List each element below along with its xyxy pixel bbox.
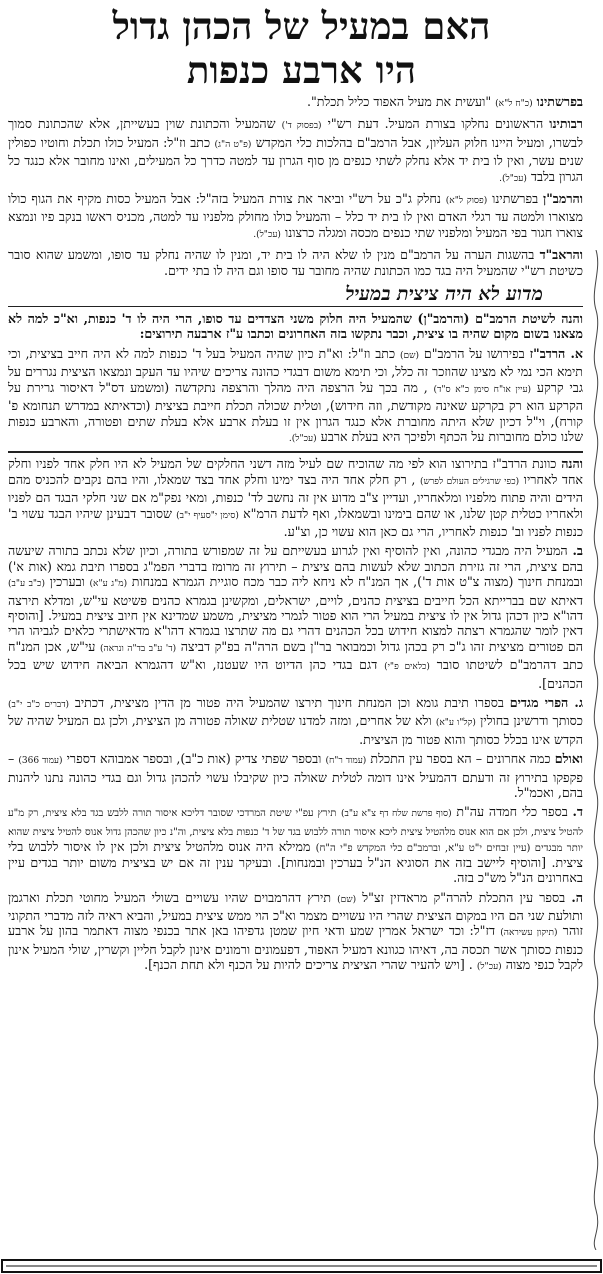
paragraph-text: דגם בגדי כהן הדיוט היו שעטנז, וא"ש דהגמרא הביאה חידוש שיש בכל הכהנים]. [8, 657, 583, 691]
margin-ornament [589, 250, 603, 1250]
paragraph-small-text: תירץ עפ"י שיטת המרדכי שסובר דליכא איסור תורה ללבש בגד בלא ציצית, רק מ"ע להטיל ציצית, ולכן אם הוא אנוס מלהטיל ציצית ליכא איסור תורה ללבוש בגד של ד' כנפות בלא ציצית, וה"נ כיון שהכהן גדול אנוס להטיל ציצית שהוא יותר מבגדים (עיין זבחים י"ט ע"א, וברמב"ם כלי המקדש פ"י ה"ח) [8, 808, 583, 854]
source-ref: (עיין או"ח סימן כ"א ס"ד) [433, 384, 532, 395]
paragraph-text: דז"ל: וכד ישראל אמרין שמע ודאי חיון שמטן גדפיהו באן אתר בכנפי מצוה דאתמר בהון על ארבע כנפות כסותך אשר תכסה בה, דאיהו כגוונא דמעיל האפוד, דפעמונים ורמונים אינון לקבל חליין וקשרין, שולי המעיל אינון לקבל כנפי מצוה [8, 923, 583, 973]
paragraph-text: תירץ דהרמבוים שהיו עשויים בשולי המעיל מחוטי תכלת וארגמן ותולעת שני הם היו במקום הציצית שהרי היו עשויים מצמר וא"כ הוי ממש ציצית במעיל, והביא ראיה לזה מדברי התקוני זוהר [8, 889, 583, 939]
paragraph-text: כמה אחרונים – הא בספר עין התכלת [370, 751, 551, 767]
paragraph-10 [8, 804, 583, 885]
lead-word: ב. [572, 543, 583, 559]
source-ref: (עמוד ר"ח) [325, 756, 367, 767]
lead-word: רבותינו [549, 116, 583, 132]
paragraph-text: עי"ש, אכן המנ"ח כתב דהרמב"ם לשיטתו סובר [8, 638, 583, 673]
paragraph-text: בהשגות הערה על הרמב"ם מנין לו שלא היה לו בית יד, ומנין לו שהיה נחלק עד סופו, ומשמע שהוא סובר כשיטת רש"י שהמעיל היה בגד כמו הכתונת שהיה מחובר עד סופו וגם היה לו בתי ידים. [8, 247, 583, 278]
paragraph-7 [8, 543, 583, 691]
paragraph-8 [8, 695, 583, 747]
paragraph-text: כסותך ודרשינן בחולין [480, 713, 583, 729]
source-ref: (סימן י"סעיף י"ב) [176, 510, 239, 521]
lead-word: והרמב"ן [543, 191, 583, 207]
paragraph-text: בפרשתינו [492, 191, 539, 207]
paragraph-3 [8, 247, 583, 278]
lead-word: והראב"ד [539, 247, 583, 263]
paragraph-4: והנה לשיטת הרמב"ם (והרמב"ן) שהמעיל היה חלוק משני הצדדים עד סופו, הרי היה לו ד' כנפות, וא"כ למה לא מצאנו בשום מקום שהיה בו ציצית, וכבר נתקשו בזה האחרונים וכתבו ע"ז ארבעה תירוצים: [8, 311, 583, 342]
source-ref: (כלאים פ"י) [384, 662, 430, 673]
source-ref: (מ"ג ע"א) [89, 579, 128, 590]
title-line-2: היו ארבע כנפות [186, 48, 417, 92]
source-ref: (עכ"ל). [253, 229, 281, 240]
source-ref: (כ"ב ע"ב) [8, 579, 45, 590]
paragraph-text: כוונת הרדב"ז בתירוצו הוא לפי מה שהוכיח שם לעיל מזה דשני החלקים של המעיל לא היו חלק אחד לפניו וחלק אחד לאחריו [8, 456, 583, 487]
paragraph-intro [8, 94, 583, 112]
paragraph-text: – פקפקו בתירוץ זה ודעתם דהמעיל אינו דומה לטלית שאולה כיון שקיבלו עשוי להכהן גדול וגם בגדי כהונה נתנו ליהנות בהם, ואכמ"ל. [8, 751, 583, 801]
source-ref: (פ"ט ה"ג) [214, 139, 252, 150]
source-ref: (כפי שרגילים העולם לפרש) [419, 476, 520, 487]
paragraph-text: "ועשית את מעיל האפוד כליל תכלת". [306, 94, 492, 109]
paragraph-text: , רק חלק אחד היה בצד ימינו וחלק אחד בצד שמאלו, והיו בהם נקבים להכניס מהם הידים והיה פתוח מלפניו ומלאחריו, ועדיין צ"ב מדוע אין זה נחשב לד' כנפות, ומאי נפק"מ אם שני חלקי הבגד הם לפניו ולאחריו כטלית קטן שלנו, או שהם בימינו ובשמאלו, ואף לדעת הרמ"א [8, 471, 583, 521]
paragraph-text: דאיתא שם בברייתא הכל חייבים בציצית כהנים, לויים, ישראלים, ומקשינן בגמרא כהנים פשיטא עי"ש, ומדלא תירצה דהו"א כיון דכהן גדול אין לו ציצית במעיל הרי הוא פטור לגמרי מציצית, משמע שמדינא אין חיוב ציצית במעיל. [והוסיף דאין לומר שהגמרא רצתה למצוא חידוש בכל הכהנים דהרי גם מה שתרצו בגמרא דהו"א מדאישתרי כלאים לגביהו הרי הם פטורים מציצית זהו ג"כ רק בכהן גדול וכמבואר בר"ן בשם הרה"ה בפ"ק דביצה [8, 592, 583, 654]
paragraph-text: נחלק ג"כ על רש"י וביאר את צורת המעיל בזה"ל: אבל המעיל כסות מקיף את הגוף כולו מצוארו ולמטה עד רגלי האדם ואין לו בית יד כלל – והמעיל כולו מחולק מלפניו עד למטה, מכניס ראשו בנקב פיו ונמצא צוארו חגור בפי המעיל ומלפניו שתי כנפים מכסה ומגלה כרצונו [8, 191, 583, 240]
lead-word: ג. הפרי מגדים [509, 695, 583, 710]
paragraph-5 [8, 346, 583, 447]
article-body [8, 94, 583, 1254]
paragraph-text: ממילא היה אנוס מלהטיל ציצית ולכן אין לו איסור ללבוש בלי ציצית. [והוסיף ליישב בזה את הסוגיא הנ"ל בערכין ובמנחות]. ובעיקר ענין זה אם יש בציצית משום יותר בגדים עיין באחרונים הנ"ל מש"כ בזה. [8, 838, 583, 886]
paragraph-text: , מה בכך על הרצפה היה מהלך והרצפה נתקדשה (ומשמע דס"ל דאיסור גרירת על הקרקע הוא רק בקרקע שאינה מקודשת, וזה חידוש), וטלית שכולה תכלת חייבת בציצית (וכדאיתא במדרש תנחומא פ' קורח), וי"ל דכיון שלא היתה מחוברת אלא כנגד הגרון אין זו בעלת ארבע אלא בעלת שתים ופטורה, והארבע כנפות שלנו כולם מחוברות על הכתף ולפיכך היא בעלת ארבע [8, 379, 583, 444]
article-title [10, 4, 593, 92]
source-ref: (סוף פרשת שלח דף צ"א ע"ב) [341, 809, 452, 820]
paragraph-text: המעיל היה מבגדי כהונה, ואין להוסיף ואין לגרוע בעשייתם על זה שמפורש בתורה, וכיון שלא נכתב בתורה שיעשה בהם ציצית, הרי זה גזירת הכתוב שלא לעשות בהם ציצית – תירוץ זה מרומז בדברי הפמ"ג בספרו תיבת גמא (אות א') ובמנחת חינוך (מצוה צ"ט אות ד'), אך המנ"ח לא ניחא ליה כבר מכח סוגיית הגמרא במנחות [8, 543, 583, 590]
paragraph-6 [8, 451, 583, 539]
paragraph-text: בפירושו על הרמב"ם [423, 345, 525, 361]
paragraph-text: שהמעיל והכתונת שוין בעשייתן, אלא שהכתונת סמוך לבשרו, ומעיל היינו חלוק העליון, אבל הרמב"ם בהלכות כלי המקדש [8, 116, 583, 150]
paragraph-text: בספר כלי חמדה עה"ת [456, 804, 568, 820]
lead-word: ד. [572, 804, 583, 820]
paragraph-text: הראשונים נחלקו בצורת המעיל. דעת רש"י [327, 116, 544, 132]
source-ref: (עכ"ל). [499, 173, 527, 184]
source-ref: (עמוד 366) [18, 756, 63, 767]
paragraph-11 [8, 890, 583, 976]
lead-word: ה. [571, 889, 583, 905]
title-line-1: האם במעיל של הכהן גדול [112, 4, 491, 48]
paragraph-text: בספר עין התכלת להרה"ק מראדזין זצ"ל [362, 889, 566, 905]
paragraph-text: ובספר שפתי צדיק (אות כ"ב), ובספר אמבוהא דספרי [66, 751, 322, 767]
lead-word: בפרשתינו [536, 94, 583, 109]
paragraph-text: בספרו תיבת גומא וכן המנחת חינוך תירצו שהמעיל היה פטור מן הדין מציצית, דכתיב [74, 695, 504, 710]
paragraph-text: ולא של אחרים, ומזה למדנו שטלית שאולה פטורה מן הציצית, ולכן גם המעיל שהיה של הקדש אינו בכלל כסותך והוא פטור מן הציצית. [8, 713, 583, 747]
lead-word: והנה [561, 456, 583, 472]
paragraph-2 [8, 191, 583, 243]
source-ref: (תיקון עשיראה) [500, 928, 558, 939]
source-ref: (בפסוק ד') [281, 121, 322, 132]
paragraph-text: כתב וז"ל: המעיל כולו תכלת וחוטיו כפולין שנים עשר, ואין לו בית יד אלא נחלק לשתי כנפים מן סוף הגרון עד למטה כדרך כל המעילים, ואינו מחובר אלא כנגד כל הגרון בלבד [8, 134, 583, 184]
paragraph-text: כתב וז"ל: וא"ת כיון שהיה המעיל בעל ד' כנפות למה לא היה חייב בציצית, וכי תימא הכי נמי לא מצינו שהוזכר זה כלל, וכי תימא משום דבגדי כהונה צריכים שיהיו עד העקב ונמצאו הציצית נגררים על גבי קרקע [8, 345, 583, 395]
source-ref: (שם) [337, 894, 357, 905]
source-ref: (עכ"ל) [476, 962, 502, 973]
source-ref: (שם) [399, 350, 419, 361]
source-ref: (עכ"ל). [288, 433, 317, 444]
lead-word: ואולם [554, 751, 583, 767]
paragraph-text: ובערכין [49, 574, 85, 590]
source-ref: (ד' ע"ב בד"ה ונראה) [100, 643, 177, 654]
paragraph-1 [8, 116, 583, 187]
source-ref: (פסוק ל"א) [445, 196, 488, 207]
bottom-border-frame [0, 1258, 603, 1274]
source-ref: (דברים כ"ב י"ב) [8, 700, 70, 710]
source-ref: (קל"ו ע"א) [435, 718, 476, 729]
lead-word: א. הרדב"ז [529, 345, 583, 361]
paragraph-text: . [ויש להעיר שהרי הציצית צריכים להיות על הכנף ולא תחת הכנף]. [144, 957, 473, 973]
source-ref: (כ"ח ל"א) [495, 99, 533, 109]
section-subheading: מדוע לא היה ציצית במעיל [8, 282, 583, 307]
paragraph-text: שסובר דבעינן שיהיו הבגד עשוי ב' כנפות לפניו וב' כנפות לאחריו, הרי גם כאן הוא עשוי כן, וצ"ע. [8, 505, 583, 539]
paragraph-9 [8, 751, 583, 800]
